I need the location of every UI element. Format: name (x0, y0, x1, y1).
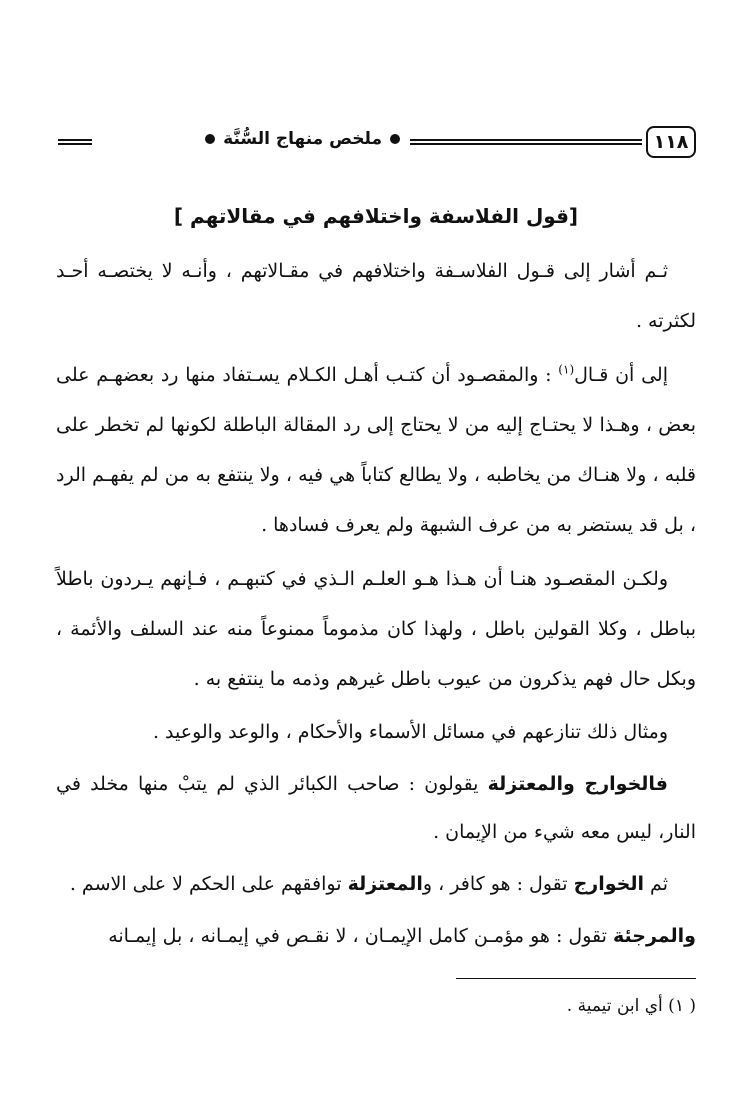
running-title (205, 129, 400, 149)
bold-term: المعتزلة (347, 873, 423, 895)
paragraph-text: إلى أن قـال (574, 364, 668, 386)
paragraph-text: يقولون : صاحب الكبائر الذي لم يتبْ منها مخلد في النار، ليس معه شيء من الإيمان . (56, 773, 696, 843)
paragraph (56, 708, 696, 756)
footnote-reference[interactable]: (١) (558, 362, 575, 377)
footnote-rule (456, 978, 696, 979)
paragraph (56, 860, 696, 908)
header-rule (410, 139, 642, 145)
bold-term: والمرجئة (613, 925, 696, 947)
paragraph-text: ثم (644, 873, 668, 895)
paragraph (56, 350, 696, 550)
paragraph-text: ومثال ذلك تنازعهم في مسائل الأسماء والأحكام ، والوعد والوعيد . (152, 721, 668, 743)
footnote: ( ١) أي ابن تيمية . (566, 996, 696, 1016)
bold-term: الخوارج (573, 873, 645, 895)
running-title-text: ملخص منهاج السُّنَّة (223, 129, 382, 149)
paragraph (56, 246, 696, 346)
paragraph-text: تقول : هو مؤمـن كامل الإيمـان ، لا نقـص في إيمـانه ، بل إيمـانه (108, 925, 613, 947)
paragraph (56, 912, 696, 960)
header-rule-short (58, 139, 92, 145)
page-body (56, 196, 696, 964)
paragraph-text: توافقهم على الحكم لا على الاسم . (69, 873, 348, 895)
paragraph (56, 554, 696, 704)
bullet-icon (205, 134, 215, 144)
paragraph (56, 760, 696, 856)
paragraph-text: تقول : هو كافر ، و (422, 873, 574, 895)
paragraph-text: : والمقصـود أن كتـب أهـل الكـلام يسـتفاد منها رد بعضهـم على بعض ، وهـذا لا يحتـاج إليه من لا يحتاج إلى رد المقالة الباطلة لكونها لم تخطر على قلبه ، ولا هنـاك من يخاطبه ، ولا يطالع كتاباً هي فيه ، ولا ينتفع به من لم يفهـم الرد ، بل قد يستضر به من عرف الشبهة ولم يعرف فسادها . (56, 364, 696, 536)
bullet-icon (390, 134, 400, 144)
page-number: ١١٨ (646, 126, 696, 158)
paragraph-text: ثـم أشار إلى قـول الفلاسـفة واختلافهم في مقـالاتهم ، وأنـه لا يختصـه أحـد لكثرته . (56, 260, 696, 332)
section-heading: [قول الفلاسفة واختلافهم في مقالاتهم ] (173, 204, 579, 228)
bold-term: فالخوارج والمعتزلة (487, 773, 668, 795)
paragraph-text: ولكـن المقصـود هنـا أن هـذا هـو العلـم الـذي في كتبهـم ، فـإنهم يـردون باطلاً بباطل ، وكلا القولين باطل ، ولهذا كان مذموماً ممنوعاً منه عند السلف والأئمة ، وبكل حال فهم يذكرون من عيوب باطل غيرهم وذمه ما ينتفع به . (56, 568, 696, 690)
running-header (58, 126, 696, 162)
